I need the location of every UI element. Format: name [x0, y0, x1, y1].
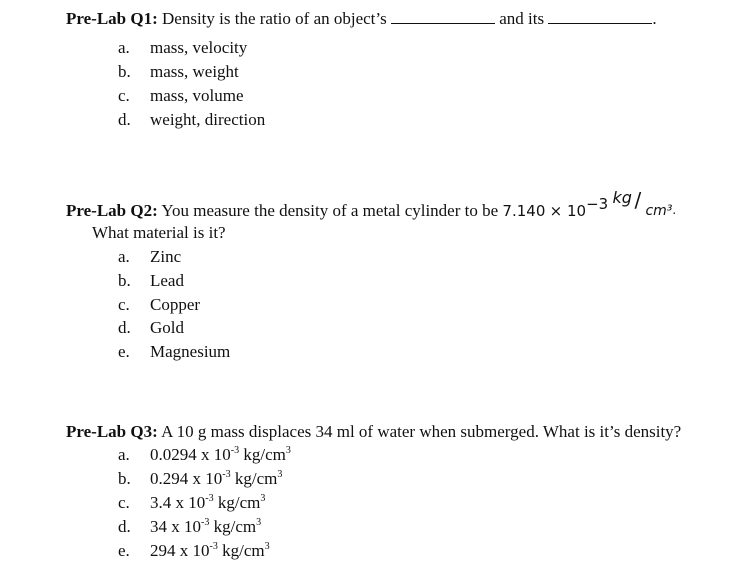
- option-letter: d.: [118, 318, 131, 337]
- option-letter: a.: [118, 38, 130, 57]
- q2-option-b[interactable]: [118, 271, 184, 291]
- option-exponent: -3: [230, 445, 240, 456]
- option-text: mass, weight: [150, 62, 239, 81]
- option-text: mass, velocity: [150, 38, 248, 57]
- option-exponent: -3: [205, 493, 214, 504]
- q2-unit-slash: /: [634, 188, 642, 212]
- option-unit: kg/cm: [239, 445, 286, 464]
- q3-option-a[interactable]: [118, 445, 291, 465]
- option-text: Zinc: [150, 247, 182, 266]
- option-text: Magnesium: [150, 342, 231, 361]
- option-unit-power: 3: [285, 445, 291, 456]
- option-letter: d.: [118, 517, 131, 536]
- q1-option-b[interactable]: [118, 62, 239, 82]
- option-exponent: -3: [209, 541, 218, 552]
- option-coefficient: 3.4 x 10: [150, 493, 206, 512]
- q3-text: A 10 g mass displaces 34 ml of water when submerged. What is it’s density?: [161, 422, 682, 441]
- q1-option-d[interactable]: [118, 110, 265, 130]
- option-unit-power: 3: [264, 541, 270, 552]
- q2-unit-numerator: kg: [612, 188, 632, 207]
- option-letter: a.: [118, 247, 130, 266]
- option-text: weight, direction: [150, 110, 266, 129]
- option-letter: c.: [118, 493, 130, 512]
- option-text: Lead: [150, 271, 184, 290]
- q1-blank-2[interactable]: [548, 8, 652, 24]
- q2-times: × 10: [549, 202, 587, 220]
- q1-text-a: Density is the ratio of an object’s: [162, 9, 387, 28]
- option-unit-power: 3: [277, 469, 283, 480]
- option-letter: d.: [118, 110, 131, 129]
- option-coefficient: 34 x 10: [150, 517, 201, 536]
- option-coefficient: 0.294 x 10: [150, 469, 223, 488]
- option-unit: kg/cm: [209, 517, 257, 536]
- q2-label: Pre-Lab Q2:: [66, 201, 158, 220]
- q3-option-e[interactable]: [118, 541, 270, 561]
- q2-prompt: [66, 188, 676, 221]
- q1-prompt: [66, 8, 657, 29]
- option-unit-power: 3: [256, 517, 262, 528]
- q2-exponent: −3: [586, 195, 609, 213]
- option-exponent: -3: [222, 469, 231, 480]
- q2-unit-end: .: [672, 203, 676, 218]
- q1-option-c[interactable]: [118, 86, 244, 106]
- q2-value: 7.140: [502, 202, 546, 220]
- option-letter: c.: [118, 86, 130, 105]
- q3-option-c[interactable]: [118, 493, 265, 513]
- q2-unit: [612, 188, 676, 219]
- q3-prompt: [66, 422, 681, 442]
- q2-unit-denominator: cm³: [645, 203, 673, 219]
- option-letter: e.: [118, 541, 130, 560]
- q2-text: You measure the density of a metal cylinder to be: [161, 201, 499, 220]
- option-coefficient: 0.0294 x 10: [150, 445, 231, 464]
- option-unit: kg/cm: [213, 493, 261, 512]
- option-letter: a.: [118, 445, 130, 464]
- option-text: Gold: [150, 318, 184, 337]
- option-letter: b.: [118, 62, 131, 81]
- q2-option-e[interactable]: [118, 342, 230, 362]
- option-letter: b.: [118, 271, 131, 290]
- q1-text-b: and its: [499, 9, 545, 28]
- option-unit: kg/cm: [230, 469, 278, 488]
- option-text: Copper: [150, 295, 201, 314]
- q3-label: Pre-Lab Q3:: [66, 422, 158, 441]
- option-unit: kg/cm: [217, 541, 265, 560]
- q2-option-a[interactable]: [118, 247, 181, 267]
- option-letter: b.: [118, 469, 131, 488]
- q1-blank-1[interactable]: [391, 8, 495, 24]
- option-letter: e.: [118, 342, 130, 361]
- option-exponent: -3: [201, 517, 210, 528]
- option-text: mass, volume: [150, 86, 244, 105]
- q2-option-d[interactable]: [118, 318, 184, 338]
- q1-option-a[interactable]: [118, 38, 247, 58]
- q2-option-c[interactable]: [118, 295, 200, 315]
- q3-option-d[interactable]: [118, 517, 261, 537]
- q2-line2: What material is it?: [92, 223, 226, 242]
- q1-label: Pre-Lab Q1:: [66, 9, 158, 28]
- option-unit-power: 3: [260, 493, 266, 504]
- option-coefficient: 294 x 10: [150, 541, 210, 560]
- q1-end: .: [652, 9, 657, 28]
- q3-option-b[interactable]: [118, 469, 282, 489]
- option-letter: c.: [118, 295, 130, 314]
